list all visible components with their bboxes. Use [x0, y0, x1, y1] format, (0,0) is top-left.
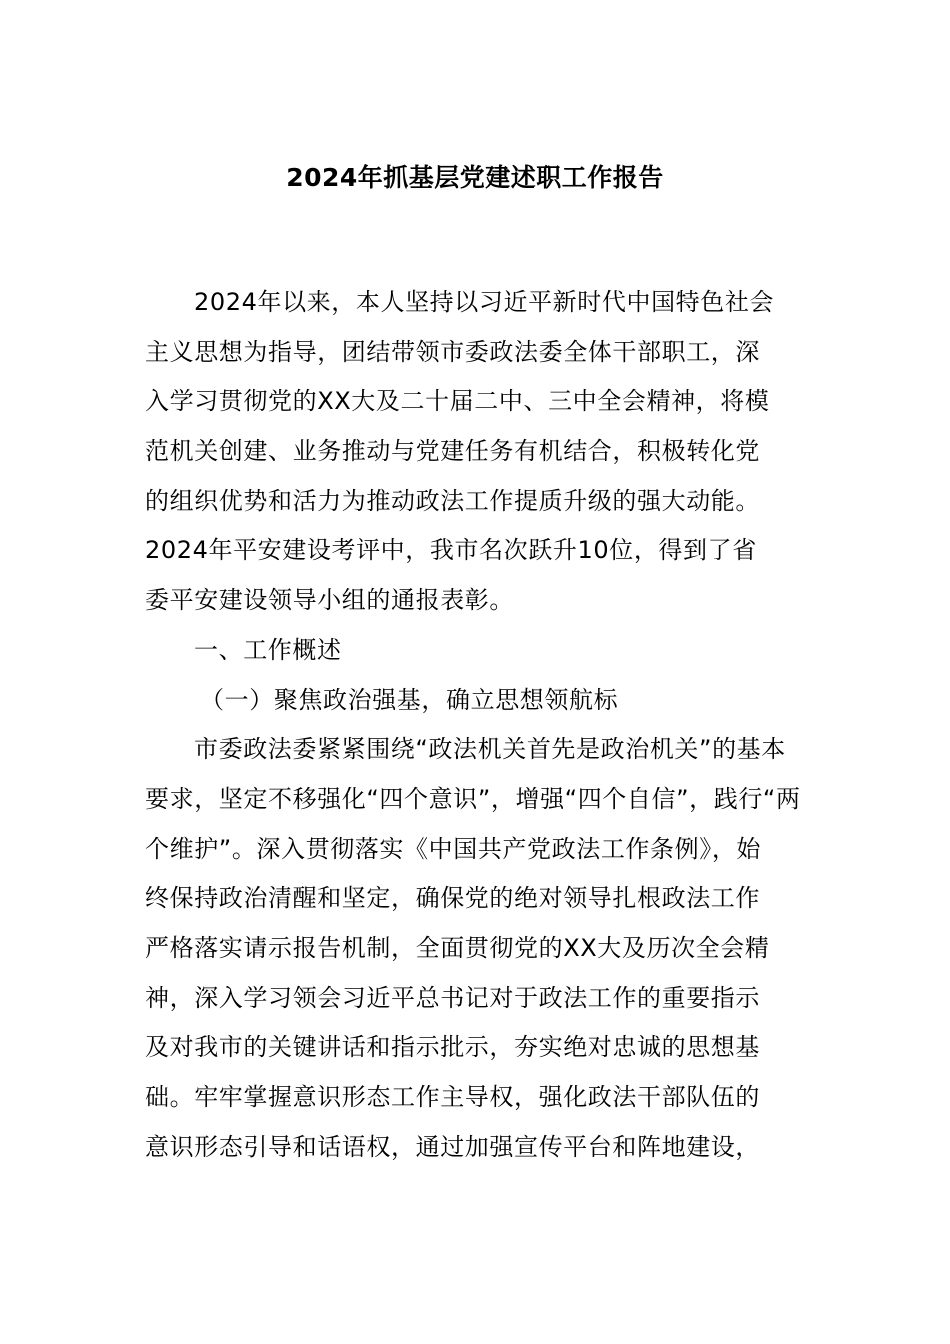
paragraph-line: 2024年平安建设考评中，我市名次跃升10位，得到了省 [145, 536, 757, 565]
paragraph-line: 的组织优势和活力为推动政法工作提质升级的强大动能。 [145, 486, 760, 515]
paragraph-line: 入学习贯彻党的XX大及二十届二中、三中全会精神，将模 [145, 387, 770, 416]
paragraph-line: 范机关创建、业务推动与党建任务有机结合，积极转化党 [145, 437, 760, 466]
paragraph-line: 委平安建设领导小组的通报表彰。 [145, 586, 514, 615]
paragraph-line: 市委政法委紧紧围绕“政法机关首先是政治机关”的基本 [194, 735, 786, 764]
paragraph-line: 终保持政治清醒和坚定，确保党的绝对领导扎根政法工作 [145, 884, 760, 913]
paragraph-line: 2024年以来，本人坚持以习近平新时代中国特色社会 [194, 288, 775, 316]
subsection-heading: （一）聚焦政治强基，确立思想领航标 [200, 685, 619, 714]
paragraph-line: 及对我市的关键讲话和指示批示，夯实绝对忠诚的思想基 [145, 1033, 760, 1062]
paragraph-line: 意识形态引导和话语权，通过加强宣传平台和阵地建设， [145, 1132, 760, 1161]
paragraph-line: 个维护”。深入贯彻落实《中国共产党政法工作条例》，始 [145, 834, 762, 863]
paragraph-line: 要求，坚定不移强化“四个意识”，增强“四个自信”，践行“两 [145, 784, 801, 813]
section-heading: 一、工作概述 [194, 635, 342, 664]
document-title: 2024年抓基层党建述职工作报告 [286, 163, 664, 192]
paragraph-line: 础。牢牢掌握意识形态工作主导权，强化政法干部队伍的 [145, 1083, 760, 1111]
paragraph-line: 严格落实请示报告机制，全面贯彻党的XX大及历次全会精 [145, 933, 770, 962]
paragraph-line: 主义思想为指导，团结带领市委政法委全体干部职工，深 [145, 337, 760, 366]
paragraph-line: 神，深入学习领会习近平总书记对于政法工作的重要指示 [145, 983, 760, 1012]
document-body [145, 282, 825, 1176]
